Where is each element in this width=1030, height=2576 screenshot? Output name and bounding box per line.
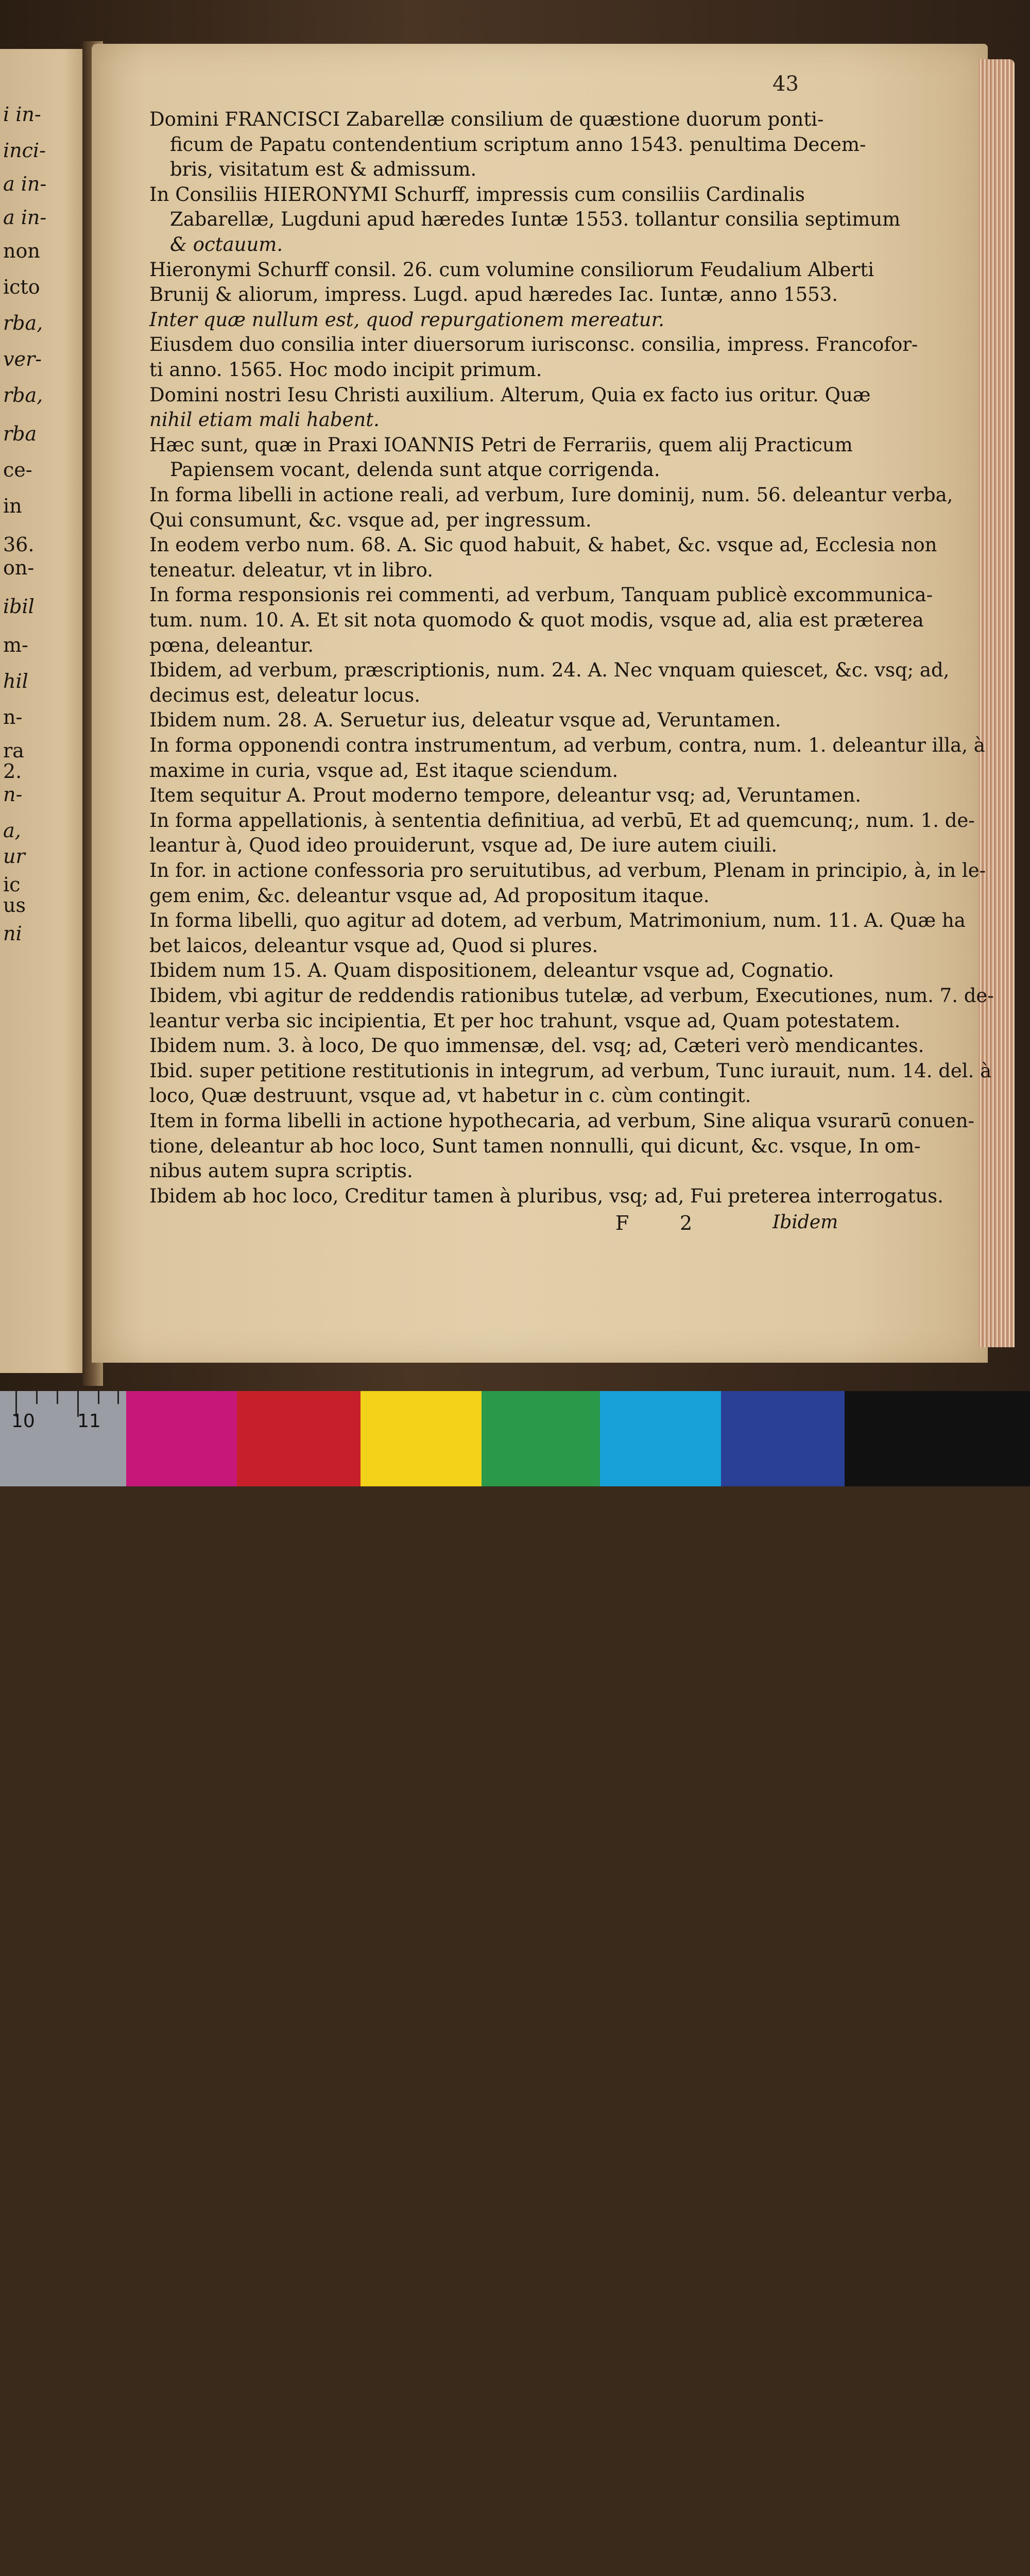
margin-fragment: a in- [3,206,47,229]
text-line: maxime in curia, vsque ad, Est itaque sciendum. [149,759,619,782]
text-line: bet laicos, deleantur vsque ad, Quod si plures. [149,934,598,957]
margin-fragment: ra [3,739,24,762]
color-swatch [482,1391,600,1486]
text-line: Qui consumunt, &c. vsque ad, per ingressum. [149,509,592,531]
text-line: nibus autem supra scriptis. [149,1160,413,1182]
text-line: Inter quæ nullum est, quod repurgationem mereatur. [149,308,665,331]
text-line: Ibidem num. 3. à loco, De quo immensæ, del. vsq; ad, Cæteri verò mendicantes. [149,1035,924,1057]
text-line: Ibidem, ad verbum, præscriptionis, num. 24. A. Nec vnquam quiescet, &c. vsq; ad, [149,659,950,682]
text-line: leantur à, Quod ideo prouiderunt, vsque ad, De iure autem ciuili. [149,834,778,857]
text-line: Hæc sunt, quæ in Praxi IOANNIS Petri de Ferrariis, quem alij Practicum [149,433,853,456]
text-line: teneatur. deleatur, vt in libro. [149,558,433,581]
margin-fragment: ibil [3,595,35,618]
ruler-tick [117,1391,119,1404]
signature-number: 2 [680,1212,693,1234]
margin-fragment: rba [3,422,37,445]
previous-page-fragment [0,49,92,1373]
margin-fragment: i in- [3,103,41,126]
margin-fragment: icto [3,276,40,298]
text-line: Papiensem vocant, delenda sunt atque corrigenda. [170,459,660,481]
color-swatch [600,1391,721,1486]
color-swatch [126,1391,237,1486]
text-line: Ibidem num 15. A. Quam dispositionem, deleantur vsque ad, Cognatio. [149,959,834,982]
ruler-tick [98,1391,99,1404]
margin-fragment: in [3,495,22,517]
text-line: Eiusdem duo consilia inter diuersorum iurisconsc. consilia, impress. Francofor- [149,333,918,356]
signature-mark: F [615,1212,629,1234]
text-line: Item in forma libelli in actione hypothecaria, ad verbum, Sine aliqua vsurarū conuen- [149,1110,975,1132]
margin-fragment: ni [3,922,22,945]
color-swatch [721,1391,845,1486]
text-line: In for. in actione confessoria pro seruitutibus, ad verbum, Plenam in principio, à, in le- [149,859,986,882]
text-line: nihil etiam mali habent. [149,409,380,431]
text-line: & octauum. [170,233,283,256]
ruler-number: 10 [11,1411,35,1432]
text-line: In eodem verbo num. 68. A. Sic quod habuit, & habet, &c. vsque ad, Ecclesia non [149,534,937,556]
text-line: decimus est, deleatur locus. [149,684,421,706]
margin-fragment: 36. [3,533,35,556]
margin-fragment: rba, [3,384,43,406]
color-swatch [845,1391,1030,1486]
ruler-number: 11 [77,1411,101,1432]
ruler-tick [57,1391,58,1404]
color-swatch [237,1391,360,1486]
margin-fragment: a, [3,819,21,842]
margin-fragment: a in- [3,173,47,195]
text-line: ti anno. 1565. Hoc modo incipit primum. [149,359,542,381]
text-line: Zabarellæ, Lugduni apud hæredes Iuntæ 1553. tollantur consilia septimum [170,208,901,231]
margin-fragment: n- [3,783,23,806]
text-line: loco, Quæ destruunt, vsque ad, vt habetur in c. cùm contingit. [149,1084,751,1107]
text-line: Domini nostri Iesu Christi auxilium. Alterum, Quia ex facto ius oritur. Quæ [149,383,871,406]
measurement-ruler [0,1391,126,1486]
margin-fragment: on- [3,556,35,579]
text-line: pœna, deleantur. [149,634,314,656]
margin-fragment: 2. [3,760,22,783]
text-line: Brunij & aliorum, impress. Lugd. apud hæredes Iac. Iuntæ, anno 1553. [149,283,838,306]
page-number: 43 [772,72,799,96]
catchword: Ibidem [772,1212,838,1233]
margin-fragment: ic [3,873,21,896]
text-line: leantur verba sic incipientia, Et per hoc trahunt, vsque ad, Quam potestatem. [149,1009,901,1032]
text-line: Ibidem, vbi agitur de reddendis rationibus tutelæ, ad verbum, Executiones, num. 7. de- [149,985,994,1007]
margin-fragment: ver- [3,348,42,370]
margin-fragment: hil [3,670,28,692]
text-line: Ibidem num. 28. A. Seruetur ius, deleatur vsque ad, Veruntamen. [149,709,781,732]
text-line: gem enim, &c. deleantur vsque ad, Ad propositum itaque. [149,884,710,907]
text-line: Item sequitur A. Prout moderno tempore, deleantur vsq; ad, Veruntamen. [149,784,862,807]
text-line: Ibidem ab hoc loco, Creditur tamen à pluribus, vsq; ad, Fui preterea interrogatus. [149,1184,943,1207]
text-line: In forma libelli, quo agitur ad dotem, ad verbum, Matrimonium, num. 11. A. Quæ ha [149,909,966,932]
text-line: In forma libelli in actione reali, ad verbum, Iure dominij, num. 56. deleantur verba, [149,484,953,506]
margin-fragment: ur [3,845,25,868]
text-line: tione, deleantur ab hoc loco, Sunt tamen nonnulli, qui dicunt, &c. vsque, In om- [149,1134,921,1157]
margin-fragment: non [3,240,40,262]
ruler-tick [36,1391,38,1404]
text-line: In forma responsionis rei commenti, ad verbum, Tanquam publicè excommunica- [149,584,933,606]
text-line: bris, visitatum est & admissum. [170,158,477,181]
text-line: In forma opponendi contra instrumentum, ad verbum, contra, num. 1. deleantur illa, à [149,734,985,756]
margin-fragment: m- [3,634,28,656]
margin-fragment: inci- [3,139,46,162]
color-swatch [360,1391,482,1486]
text-line: In Consiliis HIERONYMI Schurff, impressis cum consiliis Cardinalis [149,183,805,206]
text-line: Hieronymi Schurff consil. 26. cum volumine consiliorum Feudalium Alberti [149,258,874,281]
margin-fragment: us [3,894,26,917]
margin-fragment: n- [3,706,23,728]
text-line: Ibid. super petitione restitutionis in integrum, ad verbum, Tunc iurauit, num. 14. del. à [149,1059,992,1082]
margin-fragment: ce- [3,459,32,481]
margin-fragment: rba, [3,312,43,334]
page-edges [978,59,1015,1347]
text-line: In forma appellationis, à sententia definitiua, ad verbū, Et ad quemcunq;, num. 1. de- [149,809,975,832]
text-line: Domini FRANCISCI Zabarellæ consilium de quæstione duorum ponti- [149,108,824,130]
text-line: ficum de Papatu contendentium scriptum anno 1543. penultima Decem- [170,133,866,156]
text-line: tum. num. 10. A. Et sit nota quomodo & quot modis, vsque ad, alia est præterea [149,609,924,631]
